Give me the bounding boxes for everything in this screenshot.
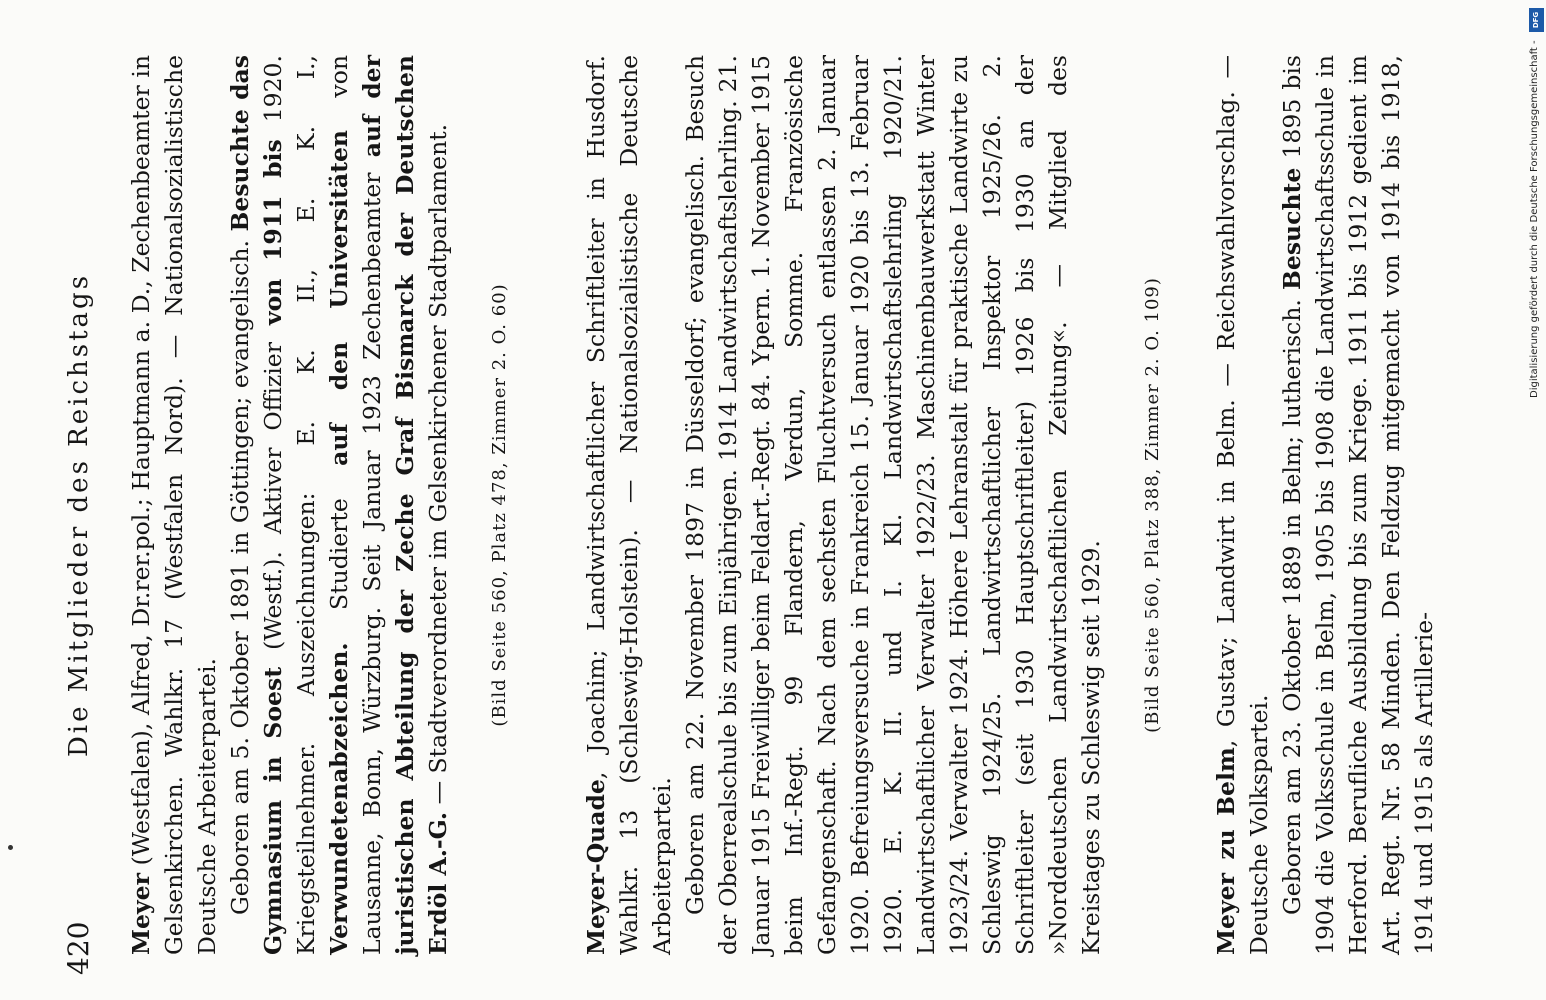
scan-speck xyxy=(8,845,13,850)
entry-biography: Geboren am 5. Oktober 1891 in Göttingen; evangelisch. Besuchte das Gymnasium in Soest (Westf.). Aktiver Offizier von 1911 bis 1920. Kriegsteilnehmer. Auszeichnungen: E. K. II., E. K. I., Verwundetenabzeichen. Studierte auf den Universitäten von Lausanne, Bonn, Würzburg. Seit Januar 1923 Zechenbeamter auf der juristischen Abteilung der Zeche Graf Bismarck der Deutschen Erdöl A.-G. — Stadtverordneter im Gelsenkirchener Stadtparlament. xyxy=(226,55,452,955)
entry-intro: Meyer zu Belm, Gustav; Landwirt in Belm. — Reichswahlvorschlag. — Deutsche Volkspartei. xyxy=(1212,55,1273,955)
member-name: Meyer zu Belm xyxy=(1212,747,1240,955)
imprint-text: Digitalisierung gefördert durch die Deutsche Forschungsgemeinschaft - xyxy=(1529,40,1540,398)
running-head-title: Die Mitglieder des Reichstags xyxy=(64,272,94,758)
picture-reference: (Bild Seite 560, Platz 478, Zimmer 2. O. 60) xyxy=(489,283,510,727)
page-number: 420 xyxy=(62,921,95,975)
member-name: Meyer-Quade xyxy=(582,779,610,955)
member-entry-meyer-westfalen xyxy=(125,55,516,955)
member-entry-meyer-quade xyxy=(580,55,1169,955)
rotated-book-page xyxy=(40,20,1480,995)
member-name: Meyer xyxy=(127,873,155,955)
entry-biography: Geboren am 22. November 1897 in Düsseldorf; evangelisch. Besuch der Oberrealschule bis zum Einjährigen. 1914 Landwirtschaftslehrling. 21. Januar 1915 Freiwilliger beim Feldart.-Regt. 84. Ypern. 1. November 1915 beim Inf.-Regt. 99 Flandern, Verdun, Somme. Französische Gefangenschaft. Nach dem sechsten Fluchtversuch entlassen 2. Januar 1920. Befreiungsversuche in Frankreich 15. Januar 1920 bis 13. Februar 1920. E. K. II. und I. Kl. Landwirtschaftslehrling 1920/21. Landwirtschaftlicher Verwalter 1922/23. Maschinenbauwerkstatt Winter 1923/24. Verwalter 1924. Höhere Lehranstalt für praktische Landwirte zu Schleswig 1924/25. Landwirtschaftlicher Inspektor 1925/26. 2. Schriftleiter (seit 1930 Hauptschriftleiter) 1926 bis 1930 an der »Norddeutschen Landwirtschaftlichen Zeitung«. — Mitglied des Kreistages zu Schleswig seit 1929. xyxy=(681,55,1105,955)
picture-reference: (Bild Seite 560, Platz 388, Zimmer 2. O. 109) xyxy=(1142,277,1163,733)
member-entry-meyer-zu-belm xyxy=(1210,55,1441,955)
running-head xyxy=(62,35,102,995)
dfg-logo: DFG xyxy=(1529,8,1544,32)
entry-intro: Meyer (Westfalen), Alfred, Dr.rer.pol.; Hauptmann a. D., Zechenbeamter in Gelsenkirchen. Wahlkr. 17 (Westfalen Nord). — Nationalsozialistische Deutsche Arbeiterpartei. xyxy=(127,55,221,955)
digitization-imprint xyxy=(1529,8,1545,398)
entry-biography: Geboren am 23. Oktober 1889 in Belm; lutherisch. Besuchte 1895 bis 1904 die Volksschule in Belm, 1905 bis 1908 die Landwirtschaftsschule in Herford. Berufliche Ausbildung bis zum Kriege. 1911 bis 1912 gedient im Art. Regt. Nr. 58 Minden. Den Feldzug mitgemacht von 1914 bis 1918, 1914 und 1915 als Artillerie- xyxy=(1278,55,1438,955)
entry-intro: Meyer-Quade, Joachim; Landwirtschaftlicher Schriftleiter in Husdorf. Wahlkr. 13 (Schleswig-Holstein). — Nationalsozialistische Deutsche Arbeiterpartei. xyxy=(582,55,676,955)
